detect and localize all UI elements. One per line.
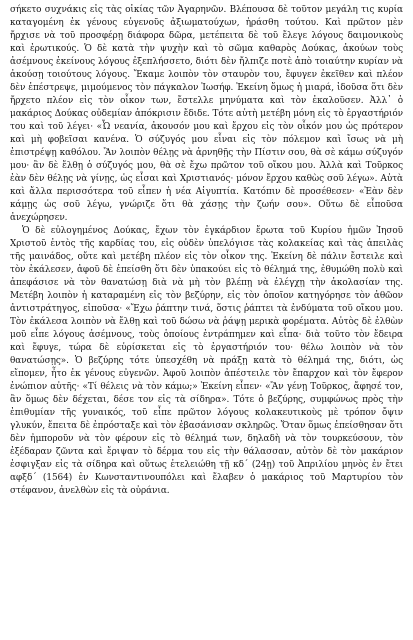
document-page (10, 4, 403, 636)
paragraph-1: σήκετο συχνάκις εἰς τὰς οἰκίας τῶν Ἀγαρηνῶν. Βλέπουσα δὲ τοῦτον μεγάλη τις κυρία καταγομένη ἐκ γένους εὐγενοῦς ἀξιωματούχων, ἠράσθη τούτου. Καὶ πρῶτον μὲν ἤρχισε νὰ τοῦ προσφέρῃ διάφορα δῶρα, μετέπειτα δὲ τοῦ ἔλεγε λόγους δαιμονικοὺς καὶ ἐρωτικούς. Ὁ δὲ κατὰ τὴν ψυχὴν καὶ τὸ σῶμα καθαρὸς Δούκας, ἀκούων τοὺς ἀσέμνους ἐκείνους λόγους ἐξεπλήσσετο, διότι δὲν ἤλπιζε ποτὲ ἀπὸ τοιαύτην κυρίαν νὰ ἀκούσῃ τοιούτους λόγους. Ἔκαμε λοιπὸν τὸν σταυρὸν του, ἔφυγεν ἐκεῖθεν καὶ πλέον δὲν ἐπέστρεψε, μιμούμενος τὸν πάγκαλον Ἰωσήφ. Ἐκείνη ὅμως ἡ μιαρά, ἰδοῦσα ὅτι δὲν ἤρχετο πλέον εἰς τὸν οἶκον των, ἔστελλε μηνύματα καὶ τὸν ἐκαλοῦσεν. Ἀλλ᾽ ὁ μακάριος Δούκας οὐδεμίαν ἀπόκρισιν ἔδιδε. Τότε αὐτὴ μετέβη μόνη εἰς τὸ ἐργαστήριόν του καὶ τοῦ λέγει· «Ὦ νεανία, ἀκουσόν μου καὶ ἔρχου εἰς τὸν οἶκόν μου ὡς πρότερον καὶ μὴ φοβεῖσαι κανένα. Ὁ σύζυγός μου εἶναι εἰς τὸν πόλεμον καὶ ἴσως νὰ μὴ ἐπιστρέψῃ καθόλου. Ἂν λοιπὸν θέλῃς νὰ ἀρνηθῇς τὴν Πίστιν σου, θὰ σὲ κάμω σύζυγόν μου· ἂν δὲ ἔλθῃ ὁ σύζυγός μου, θὰ σὲ ἔχω πρῶτον τοῦ οἴκου μου. Ἀλλὰ καὶ Τοῦρκος ἐὰν δὲν θέλῃς νὰ γίνῃς, ὡς εἶσαι καὶ Χριστιανός· μόνον ἔρχου καθὼς σοῦ λέγω». Αὐτὰ καὶ ἄλλα περισσότερα τοῦ εἶπεν ἡ νέα Αἰγυπτία. Κατόπιν δὲ προσέθεσεν· «Ἐὰν δὲν κάμῃς ὡς σοῦ λέγω, γνώριζε ὅτι θὰ χάσῃς τὴν ζωήν σου». Οὕτω δὲ εἶποῦσα ἀνεχώρησεν. (10, 5, 403, 223)
paragraph-2: Ὁ δὲ εὐλογημένος Δούκας, ἔχων τὸν ἐγκάρδιον ἔρωτα τοῦ Κυρίου ἡμῶν Ἰησοῦ Χριστοῦ ἐντὸς τῆς καρδίας του, εἰς οὐδὲν ὑπελόγισε τὰς κολακείας καὶ τὰς ἀπειλὰς τῆς μαινάδος, οὔτε καὶ μετέβη πλέον εἰς τὸν οἶκον της. Ἐκείνη δὲ πάλιν ἔστειλε καὶ τὸν ἐκάλεσεν, ἀφοῦ δὲ ἐπείσθη ὅτι δὲν ὑπακούει εἰς τὸ θέλημά της, ἐθυμώθη πολὺ καὶ ἀπεφάσισε νὰ τὸν θανατώσῃ διὰ νὰ μὴ τὸν βλέπῃ νὰ ἐλέγχῃ τὴν ἀκολασίαν της. Μετέβη λοιπὸν ἡ καταραμένη εἰς τὸν βεζύρην, εἰς τὸν ὁποῖον κατηγόρησε τὸν ἀθῶον ἀντιστράτηγος, εἰποῦσα· «Ἔχω ῥάπτην τινά, ὅστις ῥάπτει τὰ ἐνδύματα τοῦ οἴκου μου. Τὸν ἐκάλεσα λοιπὸν νὰ ἔλθῃ καὶ τοῦ δώσω νὰ ῥάψῃ μερικὰ φορέματα. Αὐτὸς δὲ ἐλθὼν μοῦ εἶπε λόγους ἀσέμνους, τοὺς ὁποίους ἐντράπημεν καὶ εἶπα· διὰ τοῦτο τὸν ἔδειρα καὶ ἔφυγε, τώρα δὲ εὑρίσκεται εἰς τὸ ἐργαστήριόν του· θέλω λοιπὸν νὰ τὸν θανατώσῃς». Ὁ βεζύρης τότε ὑπεσχέθη νὰ πράξῃ κατὰ τὸ θέλημά της, διότι, ὡς εἴπομεν, ἦτο ἐκ γένους εὐγενῶν. Ἀφοῦ λοιπὸν ἀπέστειλε τὸν ἔπαρχον καὶ τὸν ἔφερον ἐνώπιον αὐτῆς· «Τί θέλεις νὰ τὸν κάμω;» Ἐκείνη εἶπεν· «Ἂν γένῃ Τοῦρκος, ἄφησέ τον, ἂν ὅμως δὲν δέχεται, δέσε τον εἰς τὰ σίδηρα». Τότε ὁ βεζύρης, συμφώνως πρὸς τὴν ἐπιθυμίαν τῆς γυναικός, τοῦ εἶπε πρῶτον λόγους κολακευτικοὺς μὲ τρόπον ὄψιν γλυκύν, ἔπειτα δὲ ἐπρόσταξε καὶ τὸν ἐβασάνισαν σκληρῶς. Ὅταν ὅμως ἐπείσθησαν ὅτι δὲν ἠμποροῦν νὰ τὸν φέρουν εἰς τὸ θέλημά των, δηλαδὴ νὰ τὸν τουρκεύσουν, τὸν ἐξέδαραν ζῶντα καὶ ἔριψαν τὸ δέρμα του εἰς τὴν θάλασσαν, αὐτὸν δὲ τὸν μακάριον ἐσφιγξαν εἰς τὰ σίδηρα καὶ οὕτως ἐτελειώθη τῇ κδ΄ (24ῃ) τοῦ Ἀπριλίου μηνὸς ἐν ἔτει αφξδ΄ (1564) ἐν Κωνσταντινουπόλει καὶ ἔλαβεν ὁ μακάριος τοῦ Μαρτυρίου τὸν στέφανον, ἀνελθὼν εἰς τὰ οὐράνια. (10, 226, 403, 496)
